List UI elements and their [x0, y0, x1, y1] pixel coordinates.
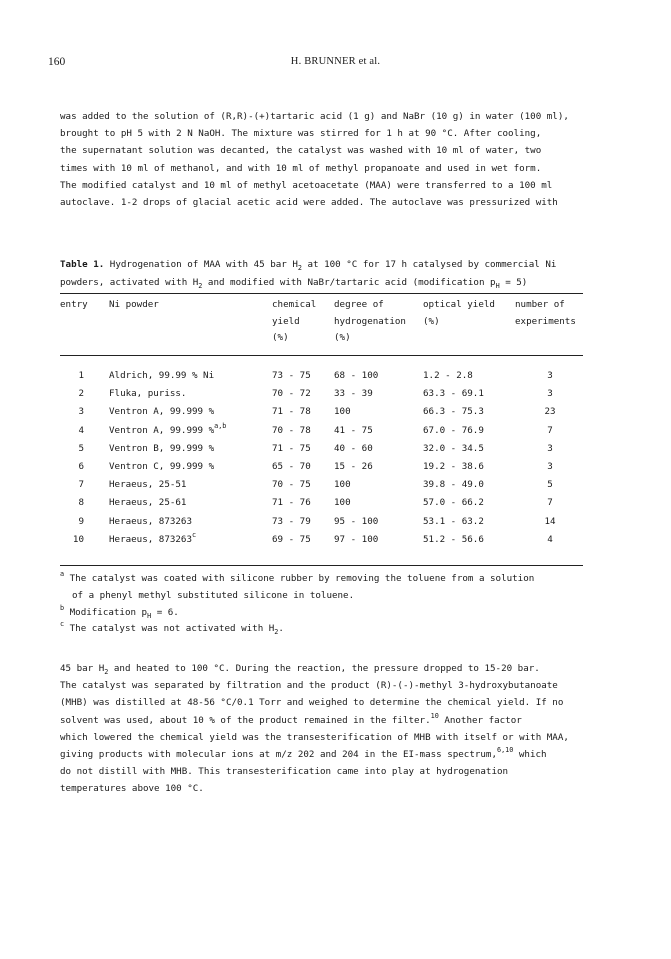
cell-chemical-yield-text: 71 - 75 — [272, 442, 311, 454]
cell-number-of-experiments-text: 5 — [547, 479, 553, 491]
subscript: H — [147, 611, 152, 620]
cell-degree-of-hydrogenation-text: 41 - 75 — [334, 424, 373, 436]
cell-entry-text: 1 — [78, 370, 84, 381]
cell-ni-powder-text: Heraeus, 25-61 — [109, 497, 187, 509]
cell-ni-powder-text: Heraeus, 873263 — [109, 533, 192, 545]
cell-number-of-experiments — [538, 458, 562, 475]
cell-optical-yield-text: 63.3 - 69.1 — [423, 388, 484, 400]
cell-optical-yield-text: 32.0 - 34.5 — [423, 442, 484, 454]
table-label: Table 1. — [60, 259, 105, 270]
cell-optical-yield-text: 19.2 - 38.6 — [423, 460, 484, 472]
paragraph-line: brought to pH 5 with 2 N NaOH. The mixture was stirred for 1 h at 90 °C. After cooling, — [60, 128, 542, 140]
cell-ni-powder — [109, 513, 192, 530]
cell-optical-yield — [423, 440, 484, 457]
caption-text: and modified with NaBr/tartaric acid (modification p — [202, 276, 496, 288]
cell-number-of-experiments-text: 3 — [547, 442, 553, 454]
paragraph-line: autoclave. 1-2 drops of glacial acetic acid were added. The autoclave was pressurized with — [60, 197, 558, 209]
cell-ni-powder — [109, 476, 186, 493]
cell-optical-yield-text: 39.8 - 49.0 — [423, 479, 484, 491]
table-header-rule — [60, 355, 583, 356]
cell-optical-yield — [423, 458, 484, 475]
paragraph-text: and heated to 100 °C. During the reaction, the pressure dropped to 15-20 bar. — [108, 663, 540, 674]
footnote-text: Modification p — [64, 606, 148, 618]
cell-optical-yield — [423, 367, 473, 384]
cell-ni-powder-text: Ventron C, 99.999 % — [109, 460, 215, 472]
cell-entry — [60, 476, 84, 493]
cell-chemical-yield — [272, 494, 311, 511]
cell-degree-of-hydrogenation-text: 100 — [334, 406, 351, 418]
footnote-reference: c — [191, 530, 197, 539]
cell-number-of-experiments — [538, 422, 562, 439]
cell-entry — [60, 458, 84, 475]
caption-text: Hydrogenation of MAA with 45 bar H — [104, 259, 298, 270]
cell-ni-powder — [109, 367, 214, 384]
caption-text: powders, activated with H — [60, 276, 199, 288]
cell-entry-text: 5 — [78, 442, 84, 454]
table-row — [60, 513, 590, 531]
cell-optical-yield-text: 67.0 - 76.9 — [423, 424, 484, 436]
cell-entry-text: 3 — [78, 406, 84, 418]
paragraph-line: do not distill with MHB. This transesterification came into play at hydrogenation — [60, 766, 509, 778]
cell-degree-of-hydrogenation — [334, 440, 373, 457]
table-row — [60, 476, 590, 494]
cell-optical-yield-text: 53.1 - 63.2 — [423, 515, 484, 527]
cell-number-of-experiments — [538, 531, 562, 548]
table-body — [60, 367, 590, 549]
cell-chemical-yield — [272, 367, 311, 384]
cell-ni-powder-text: Ventron B, 99.999 % — [109, 442, 215, 454]
cell-entry — [60, 494, 84, 511]
cell-chemical-yield-text: 70 - 78 — [272, 424, 311, 436]
cell-chemical-yield — [272, 440, 311, 457]
cell-degree-of-hydrogenation-text: 95 - 100 — [334, 515, 379, 527]
cell-entry — [60, 531, 84, 548]
paragraph-top — [60, 108, 620, 211]
table-row — [60, 422, 590, 440]
cell-optical-yield — [423, 422, 484, 439]
table-row — [60, 440, 590, 458]
cell-number-of-experiments — [538, 403, 562, 420]
cell-degree-of-hydrogenation-text: 97 - 100 — [334, 533, 379, 545]
cell-number-of-experiments-text: 4 — [547, 533, 553, 545]
subscript: 2 — [104, 668, 109, 676]
header-chemical-yield: chemical yield (%) — [272, 299, 317, 343]
table-row — [60, 367, 590, 385]
cell-ni-powder — [109, 458, 214, 475]
footnote-marker: c — [60, 620, 65, 629]
header-optical-yield: optical yield (%) — [423, 299, 495, 327]
cell-number-of-experiments-text: 14 — [544, 515, 556, 527]
cell-degree-of-hydrogenation — [334, 403, 351, 420]
cell-entry-text: 7 — [78, 479, 84, 491]
table-top-rule — [60, 293, 583, 294]
running-head: H. BRUNNER et al. — [290, 56, 381, 67]
paragraph-text: 45 bar H — [60, 663, 105, 674]
footnote-reference: a,b — [214, 421, 227, 430]
footnote-c — [60, 621, 620, 638]
cell-chemical-yield-text: 65 - 70 — [272, 460, 311, 472]
footnote-text: The catalyst was coated with silicone rubber by removing the toluene from a solution — [64, 573, 535, 584]
header-number-of-experiments: number of experiments — [515, 299, 576, 327]
cell-degree-of-hydrogenation-text: 40 - 60 — [334, 442, 373, 454]
caption-text: at 100 °C for 17 h catalysed by commercial Ni — [301, 259, 557, 270]
paragraph-line: was added to the solution of (R,R)-(+)tartaric acid (1 g) and NaBr (10 g) in water (100 ml), — [60, 111, 569, 122]
footnote-a-continued: of a phenyl methyl substituted silicone in toluene. — [72, 589, 355, 601]
cell-degree-of-hydrogenation-text: 100 — [334, 479, 351, 491]
cell-entry — [60, 422, 84, 439]
paragraph-line: The modified catalyst and 10 ml of methyl acetoacetate (MAA) were transferred to a 100 ml — [60, 179, 553, 191]
cell-entry — [60, 513, 84, 530]
cell-optical-yield — [423, 513, 484, 530]
paragraph-line: temperatures above 100 °C. — [60, 783, 204, 795]
cell-chemical-yield-text: 73 - 75 — [272, 370, 311, 381]
cell-chemical-yield — [272, 458, 311, 475]
cell-degree-of-hydrogenation-text: 100 — [334, 497, 351, 509]
cell-entry-text: 6 — [78, 460, 84, 472]
cell-number-of-experiments-text: 3 — [547, 388, 553, 400]
table-caption — [60, 256, 630, 291]
cell-optical-yield-text: 57.0 - 66.2 — [423, 497, 484, 509]
cell-chemical-yield — [272, 422, 311, 439]
cell-degree-of-hydrogenation — [334, 458, 373, 475]
cell-chemical-yield — [272, 403, 311, 420]
subscript: H — [495, 281, 500, 290]
cell-chemical-yield — [272, 513, 311, 530]
subscript: 2 — [274, 628, 279, 637]
cell-degree-of-hydrogenation — [334, 513, 378, 530]
cell-chemical-yield-text: 69 - 75 — [272, 533, 311, 545]
cell-degree-of-hydrogenation — [334, 422, 373, 439]
cell-entry-text: 10 — [72, 533, 84, 545]
table-row — [60, 531, 590, 549]
cell-optical-yield — [423, 494, 484, 511]
paragraph-text: which — [513, 749, 547, 761]
table-row — [60, 385, 590, 403]
paragraph-text: giving products with molecular ions at m/z 202 and 204 in the EI-mass spectrum, — [60, 749, 497, 761]
cell-ni-powder-text: Heraeus, 873263 — [109, 515, 192, 527]
cell-optical-yield-text: 51.2 - 56.6 — [423, 533, 484, 545]
footnote-marker: a — [60, 570, 65, 578]
footnote-b — [60, 605, 620, 622]
cell-chemical-yield-text: 70 - 75 — [272, 479, 311, 491]
cell-ni-powder — [109, 440, 214, 457]
footnote-a — [60, 571, 620, 588]
caption-text: = 5) — [499, 276, 528, 288]
reference-superscript: 10 — [430, 711, 439, 720]
table-row — [60, 494, 590, 512]
cell-entry-text: 8 — [78, 497, 84, 509]
paragraph-line — [60, 746, 630, 763]
cell-degree-of-hydrogenation — [334, 385, 373, 402]
cell-degree-of-hydrogenation — [334, 494, 351, 511]
cell-entry-text: 4 — [78, 424, 84, 436]
cell-ni-powder — [109, 494, 186, 511]
paragraph-line — [60, 660, 630, 677]
cell-optical-yield-text: 66.3 - 75.3 — [423, 406, 484, 418]
cell-degree-of-hydrogenation — [334, 367, 378, 384]
table-bottom-rule — [60, 565, 583, 566]
cell-degree-of-hydrogenation-text: 15 - 26 — [334, 460, 373, 472]
cell-entry — [60, 403, 84, 420]
subscript: 2 — [198, 281, 203, 290]
footnote-text: The catalyst was not activated with H — [64, 623, 275, 635]
cell-number-of-experiments — [538, 440, 562, 457]
header-entry: entry — [60, 299, 88, 310]
cell-ni-powder-text: Ventron A, 99.999 % — [109, 424, 215, 436]
cell-ni-powder-text: Fluka, puriss. — [109, 388, 187, 400]
cell-degree-of-hydrogenation-text: 68 - 100 — [334, 370, 379, 381]
page-number: 160 — [48, 56, 66, 68]
cell-ni-powder — [109, 403, 214, 420]
cell-chemical-yield-text: 71 - 76 — [272, 497, 311, 509]
cell-number-of-experiments-text: 7 — [547, 424, 553, 436]
caption-line — [60, 274, 630, 292]
paragraph-text: Another factor — [438, 714, 522, 726]
paragraph-line: the supernatant solution was decanted, the catalyst was washed with 10 ml of water, two — [60, 145, 542, 157]
cell-degree-of-hydrogenation — [334, 476, 351, 493]
cell-number-of-experiments-text: 23 — [544, 406, 556, 418]
cell-optical-yield — [423, 476, 484, 493]
paragraph-line: which lowered the chemical yield was the transesterification of MHB with itself or with MAA, — [60, 731, 569, 743]
cell-ni-powder-text: Aldrich, 99.99 % Ni — [109, 370, 215, 381]
paragraph-line: (MHB) was distilled at 48-56 °C/0.1 Torr and weighed to determine the chemical yield. If no — [60, 697, 564, 709]
cell-ni-powder-text: Ventron A, 99.999 % — [109, 406, 215, 418]
footnote-text: . — [278, 623, 284, 635]
cell-ni-powder — [109, 422, 226, 439]
subscript: 2 — [297, 264, 302, 272]
header-ni-powder: Ni powder — [109, 299, 159, 310]
footnote-text: = 6. — [151, 606, 179, 618]
cell-number-of-experiments — [538, 385, 562, 402]
cell-number-of-experiments — [538, 513, 562, 530]
caption-line — [60, 256, 630, 274]
cell-number-of-experiments-text: 7 — [547, 497, 553, 509]
reference-superscript: 6,10 — [496, 746, 514, 755]
cell-number-of-experiments — [538, 367, 562, 384]
header-degree-of-hydrogenation: degree of hydrogenation (%) — [334, 299, 406, 343]
cell-number-of-experiments — [538, 494, 562, 511]
cell-entry-text: 2 — [78, 388, 84, 400]
cell-optical-yield — [423, 403, 484, 420]
cell-entry-text: 9 — [78, 515, 84, 527]
paragraph-line: times with 10 ml of methanol, and with 10 ml of methyl propanoate and used in wet form. — [60, 162, 542, 174]
cell-entry — [60, 385, 84, 402]
paragraph-text: solvent was used, about 10 % of the product remained in the filter. — [60, 714, 431, 726]
table-row — [60, 403, 590, 421]
cell-entry — [60, 440, 84, 457]
cell-degree-of-hydrogenation-text: 33 - 39 — [334, 388, 373, 400]
cell-chemical-yield-text: 71 - 78 — [272, 406, 311, 418]
cell-number-of-experiments-text: 3 — [547, 370, 553, 381]
cell-number-of-experiments-text: 3 — [547, 460, 553, 472]
cell-ni-powder — [109, 531, 196, 548]
table-row — [60, 458, 590, 476]
cell-ni-powder — [109, 385, 186, 402]
cell-degree-of-hydrogenation — [334, 531, 378, 548]
cell-entry — [60, 367, 84, 384]
cell-optical-yield — [423, 385, 484, 402]
cell-chemical-yield — [272, 531, 311, 548]
cell-chemical-yield-text: 70 - 72 — [272, 388, 311, 400]
footnote-marker: b — [60, 603, 65, 612]
paragraph-line: The catalyst was separated by filtration and the product (R)-(-)-methyl 3-hydroxybutanoate — [60, 680, 558, 692]
cell-chemical-yield — [272, 476, 311, 493]
table-footnotes — [60, 571, 620, 638]
cell-chemical-yield-text: 73 - 79 — [272, 515, 311, 527]
cell-ni-powder-text: Heraeus, 25-51 — [109, 479, 187, 491]
paragraph-bottom — [60, 660, 630, 798]
cell-chemical-yield — [272, 385, 311, 402]
cell-optical-yield-text: 1.2 - 2.8 — [423, 370, 473, 381]
cell-number-of-experiments — [538, 476, 562, 493]
paragraph-line — [60, 712, 630, 729]
cell-optical-yield — [423, 531, 484, 548]
